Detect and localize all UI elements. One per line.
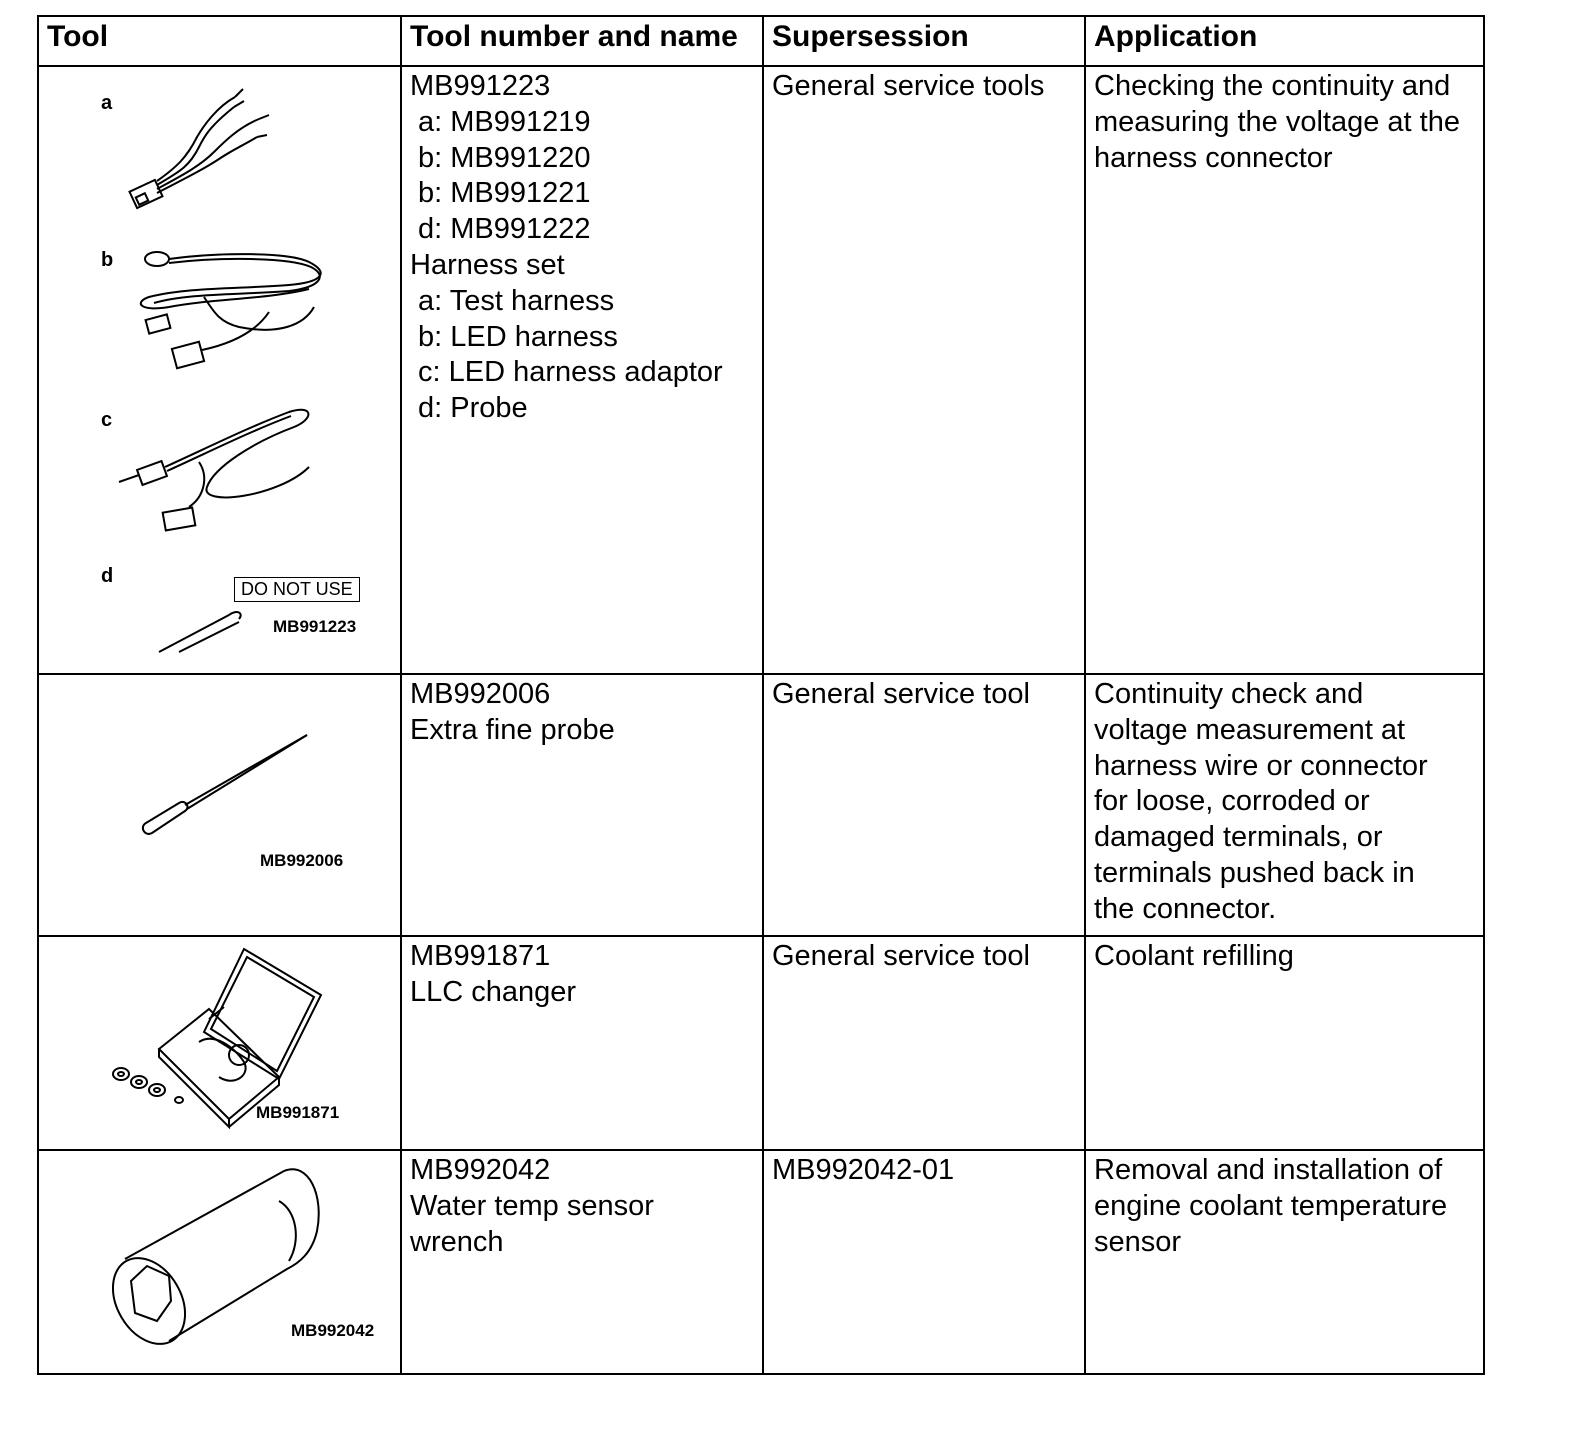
application-line: voltage measurement at	[1094, 713, 1406, 746]
tool-name: Harness set	[410, 248, 565, 281]
tool-code: MB992006	[260, 851, 344, 870]
header-application: Application	[1085, 16, 1484, 66]
special-tools-table	[37, 15, 1485, 1375]
header-tool: Tool	[38, 16, 401, 66]
application-line: harness wire or connector	[1094, 749, 1428, 782]
application-line: Checking the continuity and	[1094, 70, 1451, 102]
application-line: damaged terminals, or	[1094, 821, 1383, 854]
label-b: b	[101, 249, 114, 271]
application-line: engine coolant temperature	[1094, 1189, 1448, 1222]
application-line: measuring the voltage at the	[1094, 105, 1460, 138]
sub-tool-number: b: MB991220	[418, 141, 591, 174]
table-row	[38, 936, 1484, 1150]
sub-tool-number: a: MB991219	[418, 105, 591, 138]
header-number-name: Tool number and name	[401, 16, 763, 66]
application-line: terminals pushed back in	[1094, 856, 1415, 889]
fine-probe-drawing	[39, 675, 400, 935]
sub-tool-name: b: LED harness	[418, 320, 618, 353]
tool-number: MB992042	[410, 1154, 551, 1186]
table-row	[38, 66, 1484, 674]
llc-changer-drawing	[39, 937, 400, 1149]
application-line: harness connector	[1094, 141, 1333, 174]
tool-number: MB991223	[410, 70, 551, 102]
tool-code: MB992042	[291, 1321, 375, 1340]
supersession-text: General service tools	[772, 70, 1045, 102]
supersession-text: MB992042-01	[772, 1154, 955, 1186]
table-row	[38, 674, 1484, 936]
supersession-text: General service tool	[772, 678, 1030, 710]
label-c: c	[101, 409, 113, 431]
tool-name: wrench	[410, 1225, 504, 1258]
tool-number: MB992006	[410, 678, 551, 710]
application-line: Continuity check and	[1094, 678, 1364, 710]
tool-number: MB991871	[410, 940, 551, 972]
tool-name: Water temp sensor	[410, 1189, 654, 1222]
application-cell	[1085, 66, 1484, 674]
application-cell	[1085, 936, 1484, 1150]
tool-code: MB991223	[273, 617, 357, 636]
sub-tool-number: b: MB991221	[418, 177, 591, 210]
header-supersession: Supersession	[763, 16, 1085, 66]
table-row	[38, 1150, 1484, 1374]
application-cell	[1085, 1150, 1484, 1374]
label-d: d	[101, 565, 114, 587]
do-not-use-badge: DO NOT USE	[234, 577, 360, 602]
supersession-cell	[763, 1150, 1085, 1374]
tool-image-cell	[38, 936, 401, 1150]
supersession-text: General service tool	[772, 940, 1030, 972]
number-name-cell	[401, 1150, 763, 1374]
application-line: sensor	[1094, 1225, 1182, 1258]
supersession-cell	[763, 936, 1085, 1150]
tool-name: Extra fine probe	[410, 713, 615, 746]
header-row	[38, 16, 1484, 66]
application-line: for loose, corroded or	[1094, 785, 1370, 818]
sub-tool-name: d: Probe	[418, 392, 528, 425]
sub-tool-name: a: Test harness	[418, 284, 615, 317]
tool-image-cell	[38, 1150, 401, 1374]
tool-image-cell	[38, 66, 401, 674]
sub-tool-name: c: LED harness adaptor	[418, 356, 723, 389]
supersession-cell	[763, 66, 1085, 674]
tool-code: MB991871	[256, 1103, 340, 1122]
sub-tool-number: d: MB991222	[418, 213, 591, 246]
number-name-cell	[401, 66, 763, 674]
tool-image-cell	[38, 674, 401, 936]
tool-name: LLC changer	[410, 975, 577, 1008]
application-cell	[1085, 674, 1484, 936]
supersession-cell	[763, 674, 1085, 936]
number-name-cell	[401, 674, 763, 936]
application-line: Removal and installation of	[1094, 1154, 1443, 1186]
label-a: a	[101, 92, 113, 114]
application-line: Coolant refilling	[1094, 940, 1294, 972]
number-name-cell	[401, 936, 763, 1150]
application-line: the connector.	[1094, 892, 1277, 925]
